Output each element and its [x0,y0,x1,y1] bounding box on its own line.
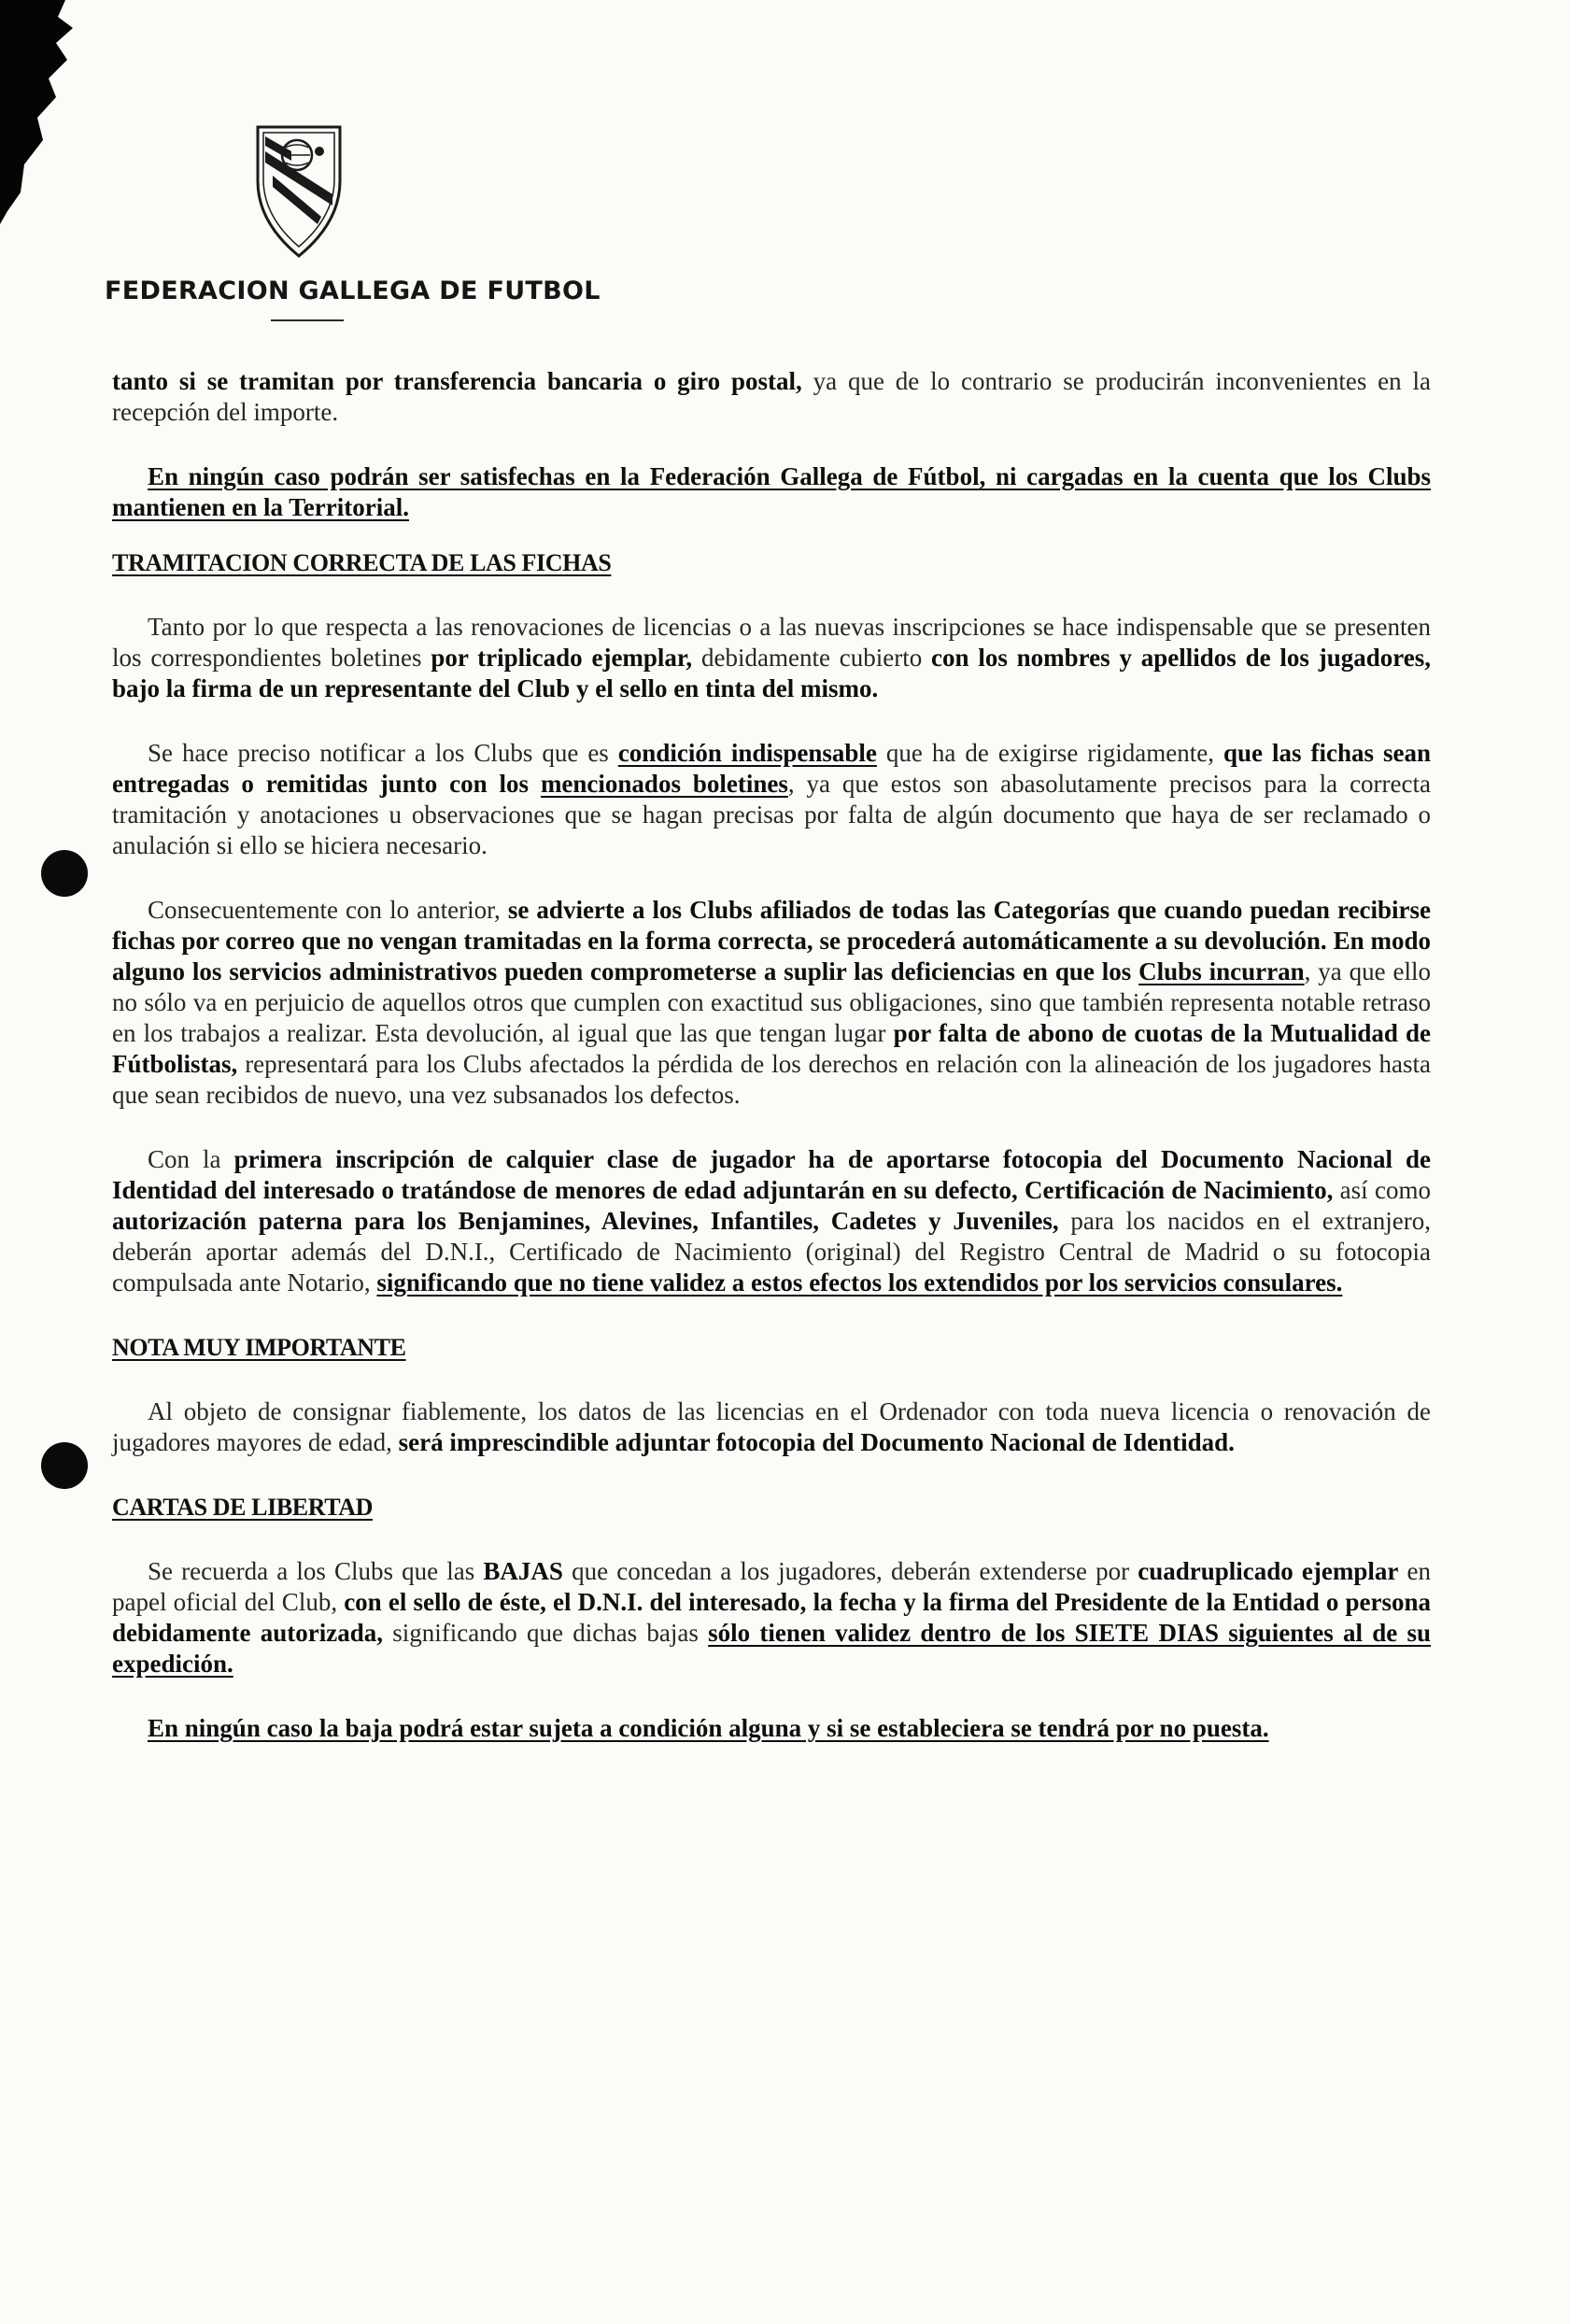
paragraph-return-of-forms [112,895,1431,1111]
body-text: Con la [148,1145,234,1173]
letter-body [112,366,1431,1744]
body-text: , ya que ello no sólo va en perjuicio de aquellos otros que cumplen con exactitud sus obligaciones, sino que también representa notable retraso en los trabajos a realizar. Esta devolución, al igual que las que tengan lugar [112,957,1431,1047]
underlined-emphasis: mencionados boletines [540,770,788,798]
emphasis-text: será imprescindible adjuntar fotocopia del Documento Nacional de Identidad. [398,1428,1235,1456]
body-text: Al objeto de consignar fiablemente, los datos de las licencias en el Ordenador con toda nueva licencia o renovación de jugadores mayores de edad, [112,1397,1431,1456]
paragraph-payment-methods [112,366,1431,428]
heading-cartas-libertad: CARTAS DE LIBERTAD [112,1494,373,1521]
emphasis-text: por falta de abono de cuotas de la Mutualidad de Fútbolistas, [112,1019,1431,1078]
federation-crest-icon [254,123,344,260]
body-text: representará para los Clubs afectados la pérdida de los derechos en relación con la alineación de los jugadores hasta que sean recibidos de nuevo, una vez subsanados los defectos. [112,1050,1431,1109]
emphasis-text: BAJAS [483,1557,563,1585]
emphasis-text: por triplicado ejemplar, [431,644,693,672]
underlined-emphasis: sólo tienen validez dentro de los SIETE DIAS siguientes al de su expedición. [112,1619,1431,1678]
emphasis-text: con los nombres y apellidos de los jugadores, bajo la firma de un representante del Club y el sello en tinta del mismo. [112,644,1431,702]
body-text: Tanto por lo que respecta a las renovaciones de licencias o a las nuevas inscripciones se hace indispensable que se presenten los correspondientes boletines [112,613,1431,672]
body-text: en papel oficial del Club, [112,1557,1432,1616]
body-text: significando que dichas bajas [383,1619,709,1647]
punch-hole [41,1442,88,1489]
emphasis-text: primera inscripción de calquier clase de jugador ha de aportarse fotocopia del Documento Nacional de Identidad del interesado o tratándose de menores de edad adjuntarán en su defecto, Certificación de Nacimiento, [112,1145,1432,1204]
organization-name: FEDERACION GALLEGA DE FUTBOL [105,276,601,305]
heading-nota-importante: NOTA MUY IMPORTANTE [112,1334,406,1361]
body-text: Se hace preciso notificar a los Clubs que es [148,739,618,767]
body-text: ya que de lo contrario se producirán inconvenientes en la recepción del importe. [112,367,1431,426]
paragraph-first-registration [112,1144,1431,1298]
paragraph-baja-conditions [112,1713,1431,1744]
emphasis-text: tanto si se tramitan por transferencia bancaria o giro postal, [112,367,802,395]
underlined-emphasis: Clubs incurran [1138,957,1305,985]
emphasis-text: con el sello de éste, el D.N.I. del interesado, la fecha y la firma del Presidente de la Entidad o persona debidamente autorizada, [112,1588,1431,1647]
body-text: Se recuerda a los Clubs que las [148,1557,484,1585]
emphasis-text: autorización paterna para los Benjamines, Alevines, Infantiles, Cadetes y Juveniles, [112,1207,1059,1235]
body-text: que concedan a los jugadores, deberán extenderse por [562,1557,1138,1585]
body-text: Consecuentemente con lo anterior, [148,896,508,924]
underlined-emphasis: significando que no tiene validez a estos efectos los extendidos por los servicios consulares. [376,1268,1343,1297]
torn-corner [0,0,84,224]
underlined-notice: En ningún caso podrán ser satisfechas en la Federación Gallega de Fútbol, ni cargadas en la cuenta que los Clubs mantienen en la Territorial. [112,462,1431,521]
body-text: debidamente cubierto [692,644,932,672]
body-text: para los nacidos en el extranjero, deberán aportar además del D.N.I., Certificado de Nacimiento (original) del Registro Central de Madrid o su fotocopia compulsada ante Notario, [112,1207,1431,1297]
underlined-emphasis: condición indispensable [617,739,877,767]
paragraph-renewals [112,612,1431,704]
emphasis-text: que las fichas sean entregadas o remitidas junto con los [112,739,1432,798]
emphasis-text: se advierte a los Clubs afiliados de todas las Categorías que cuando puedan recibirse fichas por correo que no vengan tramitadas en la forma correcta, se procederá automáticamente a su devolución. En modo alguno los servicios administrativos pueden comprometerse a suplir las deficiencias en que los [112,896,1431,985]
paragraph-bajas [112,1556,1431,1679]
body-text: así como [1333,1176,1431,1204]
heading-tramitacion: TRAMITACION CORRECTA DE LAS FICHAS [112,549,612,576]
paragraph-no-territorial-payment [112,461,1431,523]
paragraph-dni-requirement [112,1396,1431,1458]
emphasis-text: cuadruplicado ejemplar [1138,1557,1399,1585]
body-text: , ya que estos son abasolutamente precisos para la correcta tramitación y anotaciones u observaciones que se hagan precisas por falta de algún documento que haya de ser reclamado o anulación si ello se hiciera necesario. [112,770,1431,859]
punch-hole [41,850,88,897]
body-text: que ha de exigirse rigidamente, [876,739,1223,767]
underlined-notice: En ningún caso la baja podrá estar sujeta a condición alguna y si se estableciera se tendrá por no puesta. [148,1714,1269,1742]
paragraph-indispensable-condition [112,738,1431,861]
header-rule [271,319,344,321]
